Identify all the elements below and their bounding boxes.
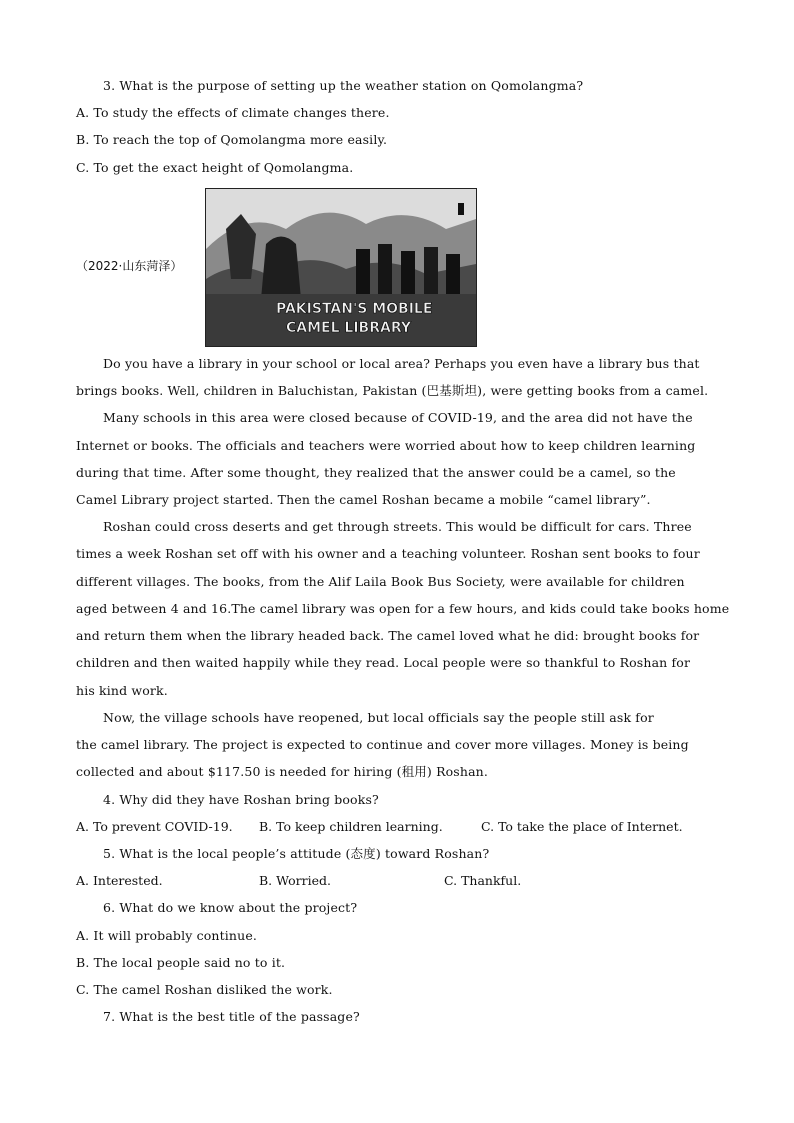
question-7: 7. What is the best title of the passage? <box>103 1009 360 1024</box>
passage-line: Camel Library project started. Then the camel Roshan became a mobile “camel library”. <box>76 492 651 507</box>
passage-line: Roshan could cross deserts and get through streets. This would be difficult for cars. Three <box>103 519 692 534</box>
passage-line: brings books. Well, children in Baluchistan, Pakistan (巴基斯坦), were getting books from a camel. <box>76 383 709 398</box>
question-4-option-a: A. To prevent COVID-19. <box>76 819 233 834</box>
question-3-option-c: C. To get the exact height of Qomolangma. <box>76 160 354 175</box>
question-3-option-a: A. To study the effects of climate changes there. <box>76 105 390 120</box>
passage-line: during that time. After some thought, they realized that the answer could be a camel, so the <box>76 465 676 480</box>
passage-line: his kind work. <box>76 683 168 698</box>
question-3-option-b: B. To reach the top of Qomolangma more easily. <box>76 132 388 147</box>
passage-line: children and then waited happily while they read. Local people were so thankful to Roshan for <box>76 655 691 670</box>
question-4: 4. Why did they have Roshan bring books? <box>103 792 379 807</box>
question-6-option-c: C. The camel Roshan disliked the work. <box>76 982 333 997</box>
passage-line: collected and about $117.50 is needed for hiring (租用) Roshan. <box>76 764 488 779</box>
question-5-option-c: C. Thankful. <box>444 873 522 888</box>
passage-line: Many schools in this area were closed because of COVID-19, and the area did not have the <box>103 410 693 425</box>
passage-line: Now, the village schools have reopened, but local officials say the people still ask for <box>103 710 654 725</box>
question-6: 6. What do we know about the project? <box>103 900 358 915</box>
passage-line: aged between 4 and 16.The camel library was open for a few hours, and kids could take books home <box>76 601 730 616</box>
camel-library-photo <box>205 188 477 347</box>
question-4-option-b: B. To keep children learning. <box>259 819 443 834</box>
passage-line: and return them when the library headed back. The camel loved what he did: brought books for <box>76 628 700 643</box>
question-5: 5. What is the local people’s attitude (态度) toward Roshan? <box>103 846 490 861</box>
question-3: 3. What is the purpose of setting up the weather station on Qomolangma? <box>103 78 584 93</box>
passage-line: the camel library. The project is expected to continue and cover more villages. Money is being <box>76 737 689 752</box>
question-6-option-a: A. It will probably continue. <box>76 928 257 943</box>
question-4-option-c: C. To take the place of Internet. <box>481 819 683 834</box>
question-6-option-b: B. The local people said no to it. <box>76 955 286 970</box>
passage-line: Internet or books. The officials and teachers were worried about how to keep children learning <box>76 438 696 453</box>
photo-caption-line1: PAKISTAN'S MOBILE <box>276 301 433 317</box>
question-5-option-b: B. Worried. <box>259 873 331 888</box>
question-5-option-a: A. Interested. <box>76 873 163 888</box>
source-label: （2022·山东菏泽） <box>76 259 183 273</box>
passage-line: different villages. The books, from the Alif Laila Book Bus Society, were available for children <box>76 574 685 589</box>
passage-line: Do you have a library in your school or local area? Perhaps you even have a library bus that <box>103 356 700 371</box>
photo-caption-line2: CAMEL LIBRARY <box>286 320 411 336</box>
passage-line: times a week Roshan set off with his owner and a teaching volunteer. Roshan sent books to four <box>76 546 700 561</box>
